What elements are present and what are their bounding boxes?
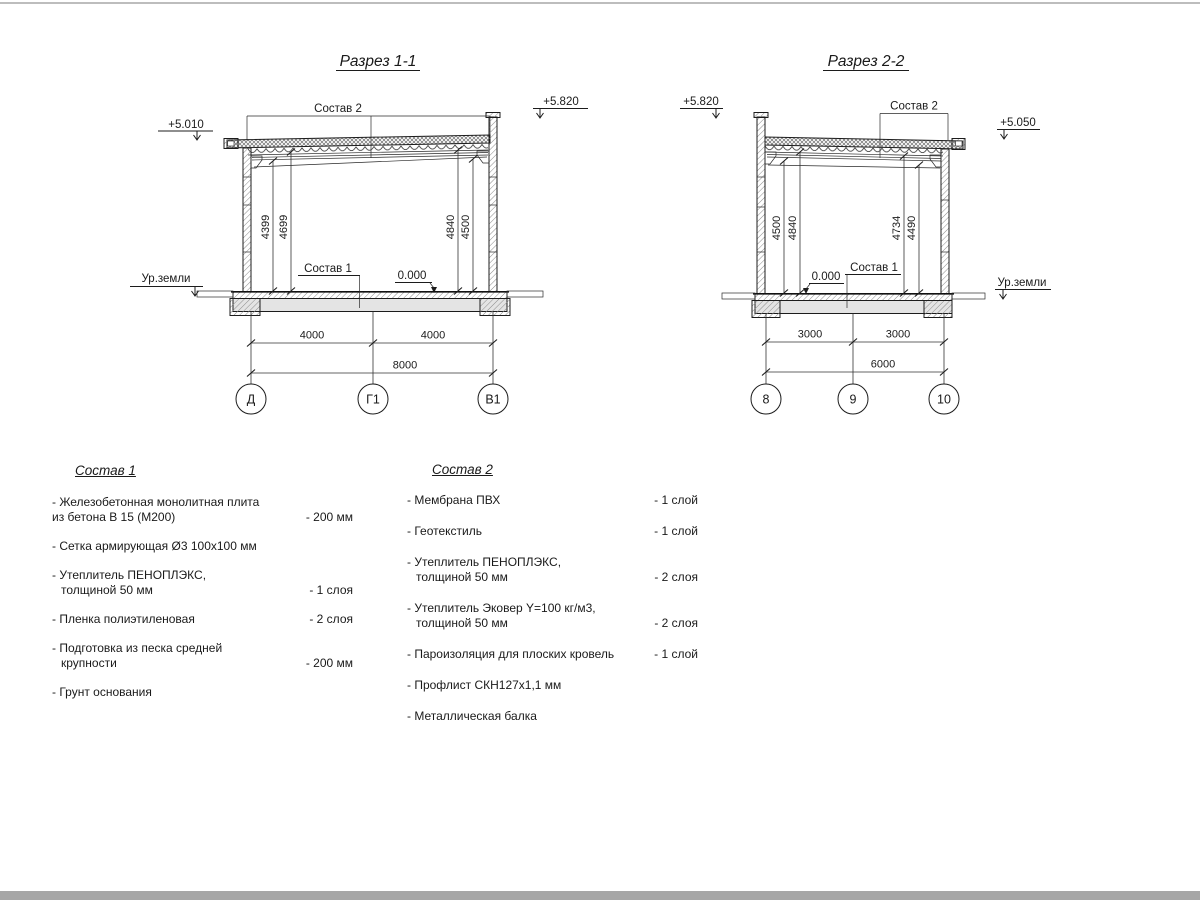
- dim-height: 4734: [891, 215, 903, 241]
- zero-level-mark: [395, 270, 437, 293]
- item-line: крупности: [61, 656, 117, 670]
- dim-total: 8000: [392, 359, 418, 372]
- item-value: - 200 мм: [305, 510, 353, 524]
- list-item: [407, 647, 698, 662]
- item-line: толщиной 50 мм: [61, 583, 153, 597]
- list-item: [407, 601, 698, 631]
- dim-height: 4500: [460, 214, 472, 240]
- item-line: - Утеплитель Эковер Y=100 кг/м3,: [407, 601, 596, 615]
- zero-level-mark: [803, 271, 844, 294]
- list-item: [52, 612, 353, 627]
- list-item: [52, 568, 353, 598]
- ground-level-mark: [995, 277, 1051, 299]
- zero-label: 0.000: [397, 270, 427, 282]
- dim-span: 4000: [299, 329, 325, 342]
- item-value: - 1 слой: [654, 524, 698, 538]
- section-1-1-title: Разрез 1-1: [339, 53, 417, 70]
- section-1-1: [130, 53, 588, 414]
- sostav-1-heading: Состав 1: [75, 463, 136, 478]
- sostav-1-list: [52, 463, 353, 714]
- axis-bubble-label: 10: [937, 392, 951, 407]
- ground-label: Ур.земли: [141, 273, 191, 285]
- floor-slab: [722, 293, 985, 318]
- list-item: [407, 493, 698, 508]
- ground-level-mark: [130, 273, 203, 296]
- axis-bubbles: [236, 384, 508, 414]
- dim-span: 3000: [797, 328, 823, 341]
- item-line: - Железобетонная монолитная плита: [52, 495, 260, 509]
- width-dimensions: [762, 314, 948, 385]
- elevation-value: +5.820: [683, 96, 719, 108]
- list-item: [52, 495, 353, 525]
- item-line: - Профлист СКН127х1,1 мм: [407, 678, 562, 692]
- item-line: - Геотекстиль: [407, 524, 482, 538]
- dim-height: 4490: [906, 215, 918, 241]
- list-item: [52, 685, 353, 700]
- page-bottom-edge: [0, 891, 1200, 900]
- dim-height: 4840: [787, 215, 799, 241]
- dim-height: 4500: [771, 215, 783, 241]
- height-dimensions: [260, 147, 477, 295]
- item-value: - 2 слоя: [654, 616, 698, 630]
- level-arrow-icon: [192, 287, 199, 296]
- item-line: - Пароизоляция для плоских кровель: [407, 647, 615, 661]
- list-item: [407, 555, 698, 585]
- sostav-1-label: Состав 1: [850, 262, 898, 274]
- list-item: [52, 539, 353, 554]
- level-arrow-icon: [1000, 290, 1007, 299]
- item-line: - Металлическая балка: [407, 709, 537, 723]
- width-dimensions: [247, 312, 497, 385]
- axis-bubble-label: В1: [485, 392, 501, 407]
- sostav-2-heading: Состав 2: [432, 462, 493, 477]
- section-2-2-title: Разрез 2-2: [827, 53, 905, 70]
- item-value: - 200 мм: [305, 656, 353, 670]
- roof-assembly: [765, 137, 965, 168]
- dim-total: 6000: [870, 358, 896, 371]
- item-line: толщиной 50 мм: [416, 616, 508, 630]
- sostav-2-list: [407, 462, 698, 740]
- section-2-2: [680, 53, 1051, 414]
- list-item: [52, 641, 353, 671]
- floor-slab: [197, 291, 543, 316]
- ground-label: Ур.земли: [997, 277, 1047, 289]
- roof-assembly: [224, 135, 490, 167]
- right-wall: [930, 149, 949, 294]
- item-value: - 2 слоя: [309, 612, 353, 626]
- list-item: [407, 524, 698, 539]
- dim-height: 4699: [278, 214, 290, 240]
- axis-bubble-label: Г1: [366, 392, 380, 407]
- item-value: - 2 слоя: [654, 570, 698, 584]
- item-value: - 1 слой: [654, 493, 698, 507]
- item-line: из бетона В 15 (М200): [52, 510, 176, 524]
- dim-height: 4399: [260, 214, 272, 240]
- level-arrow-icon: [713, 109, 720, 118]
- sostav-2-label: Состав 2: [314, 103, 362, 115]
- elevation-mark-right: [533, 96, 588, 118]
- item-line: - Пленка полиэтиленовая: [52, 612, 195, 626]
- item-value: - 1 слой: [654, 647, 698, 661]
- list-item: [407, 678, 698, 693]
- level-arrow-icon: [1001, 130, 1008, 139]
- item-line: толщиной 50 мм: [416, 570, 508, 584]
- elevation-value: +5.050: [1000, 117, 1036, 129]
- axis-bubbles: [751, 384, 959, 414]
- elevation-mark-left: [680, 96, 723, 118]
- item-value: - 1 слоя: [309, 583, 353, 597]
- item-line: - Утеплитель ПЕНОПЛЭКС,: [407, 555, 562, 569]
- item-line: - Мембрана ПВХ: [407, 493, 501, 507]
- axis-bubble-label: 8: [762, 392, 770, 407]
- elevation-value: +5.820: [543, 96, 579, 108]
- dim-span: 4000: [420, 329, 446, 342]
- sostav-1-label: Состав 1: [304, 263, 352, 275]
- elevation-mark-right: [997, 117, 1040, 139]
- item-line: - Подготовка из песка средней: [52, 641, 223, 655]
- zero-label: 0.000: [811, 271, 841, 283]
- axis-bubble-label: Д: [246, 392, 256, 407]
- level-arrow-icon: [194, 131, 201, 140]
- dim-height: 4840: [445, 214, 457, 240]
- list-item: [407, 709, 698, 724]
- item-line: - Сетка армирующая Ø3 100х100 мм: [52, 539, 257, 553]
- level-arrow-icon: [537, 109, 544, 118]
- item-line: - Грунт основания: [52, 685, 152, 699]
- elevation-mark-left: [158, 119, 213, 140]
- dim-span: 3000: [885, 328, 911, 341]
- elevation-value: +5.010: [168, 119, 204, 131]
- sostav-2-label: Состав 2: [890, 100, 938, 113]
- axis-bubble-label: 9: [849, 392, 857, 407]
- item-line: - Утеплитель ПЕНОПЛЭКС,: [52, 568, 207, 582]
